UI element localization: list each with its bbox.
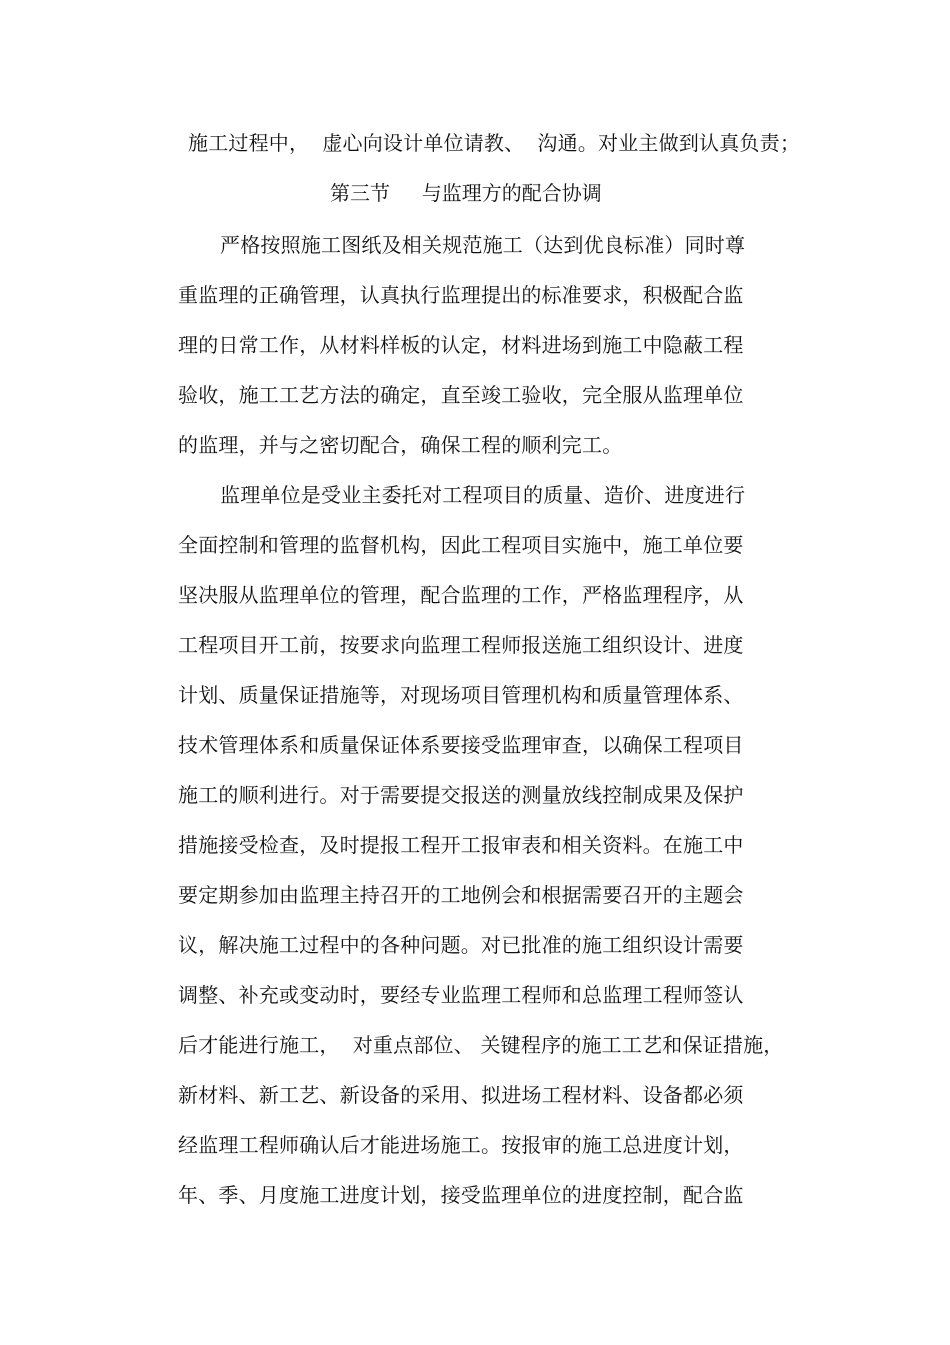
paragraph-line: 要定期参加由监理主持召开的工地例会和根据需要召开的主题会 — [178, 883, 744, 907]
paragraph-line: 严格按照施工图纸及相关规范施工（达到优良标准）同时尊 — [220, 233, 746, 257]
intro-line: 施工过程中， 虚心向设计单位请教、 沟通。对业主做到认真负责； — [188, 131, 801, 155]
paragraph-line: 工程项目开工前，按要求向监理工程师报送施工组织设计、进度 — [178, 633, 744, 657]
paragraph-line: 技术管理体系和质量保证体系要接受监理审查，以确保工程项目 — [178, 733, 744, 757]
paragraph-line: 的监理，并与之密切配合，确保工程的顺利完工。 — [178, 433, 623, 457]
section-heading: 第三节 与监理方的配合协调 — [330, 181, 602, 205]
paragraph-line: 全面控制和管理的监督机构，因此工程项目实施中，施工单位要 — [178, 533, 744, 557]
paragraph-line: 施工的顺利进行。对于需要提交报送的测量放线控制成果及保护 — [178, 783, 744, 807]
paragraph-line: 经监理工程师确认后才能进场施工。按报审的施工总进度计划， — [178, 1133, 744, 1157]
paragraph-line: 后才能进行施工， 对重点部位、 关键程序的施工工艺和保证措施， — [178, 1033, 784, 1057]
paragraph-line: 调整、补充或变动时，要经专业监理工程师和总监理工程师签认 — [178, 983, 744, 1007]
paragraph-line: 年、季、月度施工进度计划，接受监理单位的进度控制，配合监 — [178, 1183, 744, 1207]
paragraph-line: 新材料、新工艺、新设备的采用、拟进场工程材料、设备都必须 — [178, 1083, 744, 1107]
paragraph-line: 重监理的正确管理，认真执行监理提出的标准要求，积极配合监 — [178, 283, 744, 307]
paragraph-line: 措施接受检查，及时提报工程开工报审表和相关资料。在施工中 — [178, 833, 744, 857]
paragraph-line: 坚决服从监理单位的管理，配合监理的工作，严格监理程序，从 — [178, 583, 744, 607]
paragraph-line: 理的日常工作，从材料样板的认定，材料进场到施工中隐蔽工程 — [178, 333, 744, 357]
paragraph-line: 议，解决施工过程中的各种问题。对已批准的施工组织设计需要 — [178, 933, 744, 957]
paragraph-line: 验收，施工工艺方法的确定，直至竣工验收，完全服从监理单位 — [178, 383, 744, 407]
paragraph-line: 计划、质量保证措施等，对现场项目管理机构和质量管理体系、 — [178, 683, 744, 707]
paragraph-line: 监理单位是受业主委托对工程项目的质量、造价、进度进行 — [220, 483, 746, 507]
